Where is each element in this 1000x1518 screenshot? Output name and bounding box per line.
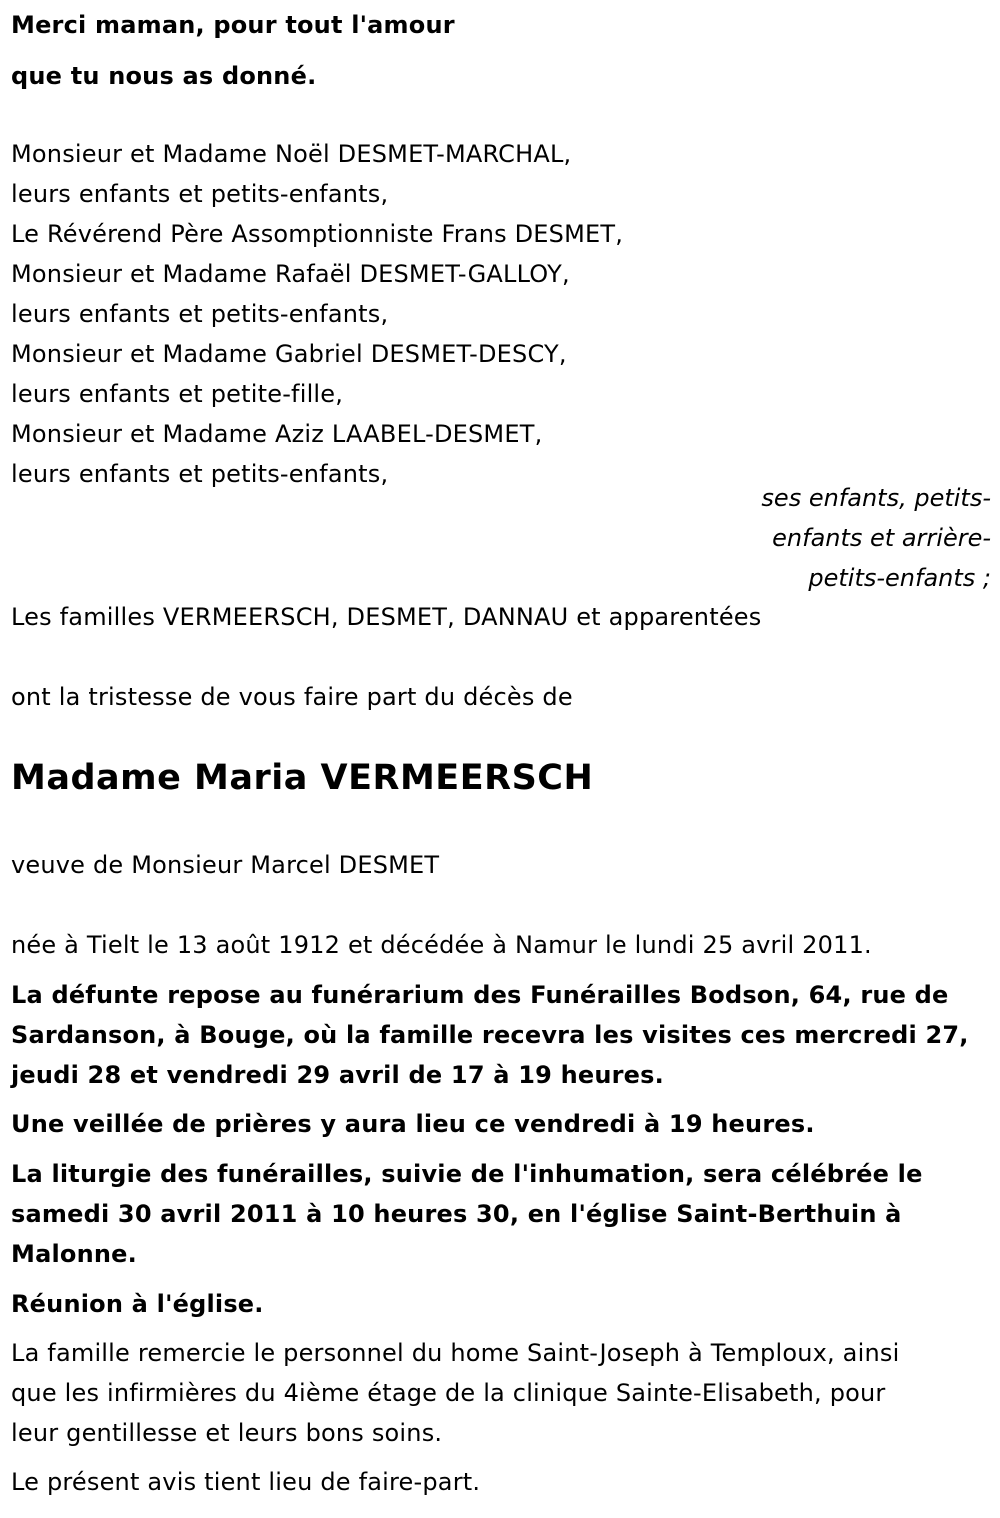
liturgy-line: Malonne. [11,1240,137,1268]
birth-death: née à Tielt le 13 août 1912 et décédée à Namur le lundi 25 avril 2011. [11,931,872,959]
footer-note: Le présent avis tient lieu de faire-part. [11,1468,481,1496]
family-line: Monsieur et Madame Rafaël DESMET-GALLOY, [11,260,570,288]
thanks-line: leur gentillesse et leurs bons soins. [11,1419,443,1447]
funerarium-line: La défunte repose au funérarium des Funérailles Bodson, 64, rue de [11,981,949,1009]
thanks-line: La famille remercie le personnel du home Saint-Joseph à Temploux, ainsi [11,1339,900,1367]
meeting: Réunion à l'église. [11,1290,264,1318]
widow-of: veuve de Monsieur Marcel DESMET [11,851,440,879]
thanks-line: que les infirmières du 4ième étage de la clinique Sainte-Elisabeth, pour [11,1379,886,1407]
announcement: ont la tristesse de vous faire part du décès de [11,683,573,711]
liturgy-line: samedi 30 avril 2011 à 10 heures 30, en l'église Saint-Berthuin à [11,1200,902,1228]
family-line: Monsieur et Madame Noël DESMET-MARCHAL, [11,140,572,168]
liturgy-line: La liturgie des funérailles, suivie de l'inhumation, sera célébrée le [11,1160,923,1188]
family-summary-line: petits-enfants ; [808,564,991,592]
family-line: Le Révérend Père Assomptionniste Frans DESMET, [11,220,624,248]
deceased-name: Madame Maria VERMEERSCH [11,758,594,798]
family-line: leurs enfants et petite-fille, [11,380,344,408]
family-line: leurs enfants et petits-enfants, [11,460,389,488]
funerarium-line: jeudi 28 et vendredi 29 avril de 17 à 19 heures. [11,1061,664,1089]
family-line: Monsieur et Madame Gabriel DESMET-DESCY, [11,340,567,368]
funerarium-line: Sardanson, à Bouge, où la famille recevra les visites ces mercredi 27, [11,1021,969,1049]
vigil: Une veillée de prières y aura lieu ce vendredi à 19 heures. [11,1110,815,1138]
families-line: Les familles VERMEERSCH, DESMET, DANNAU et apparentées [11,603,762,631]
family-summary-line: enfants et arrière- [772,524,991,552]
family-line: leurs enfants et petits-enfants, [11,180,389,208]
family-line: leurs enfants et petits-enfants, [11,300,389,328]
header-line-2: que tu nous as donné. [11,62,317,90]
family-line: Monsieur et Madame Aziz LAABEL-DESMET, [11,420,543,448]
family-summary-line: ses enfants, petits- [761,484,991,512]
header-line-1: Merci maman, pour tout l'amour [11,11,455,39]
